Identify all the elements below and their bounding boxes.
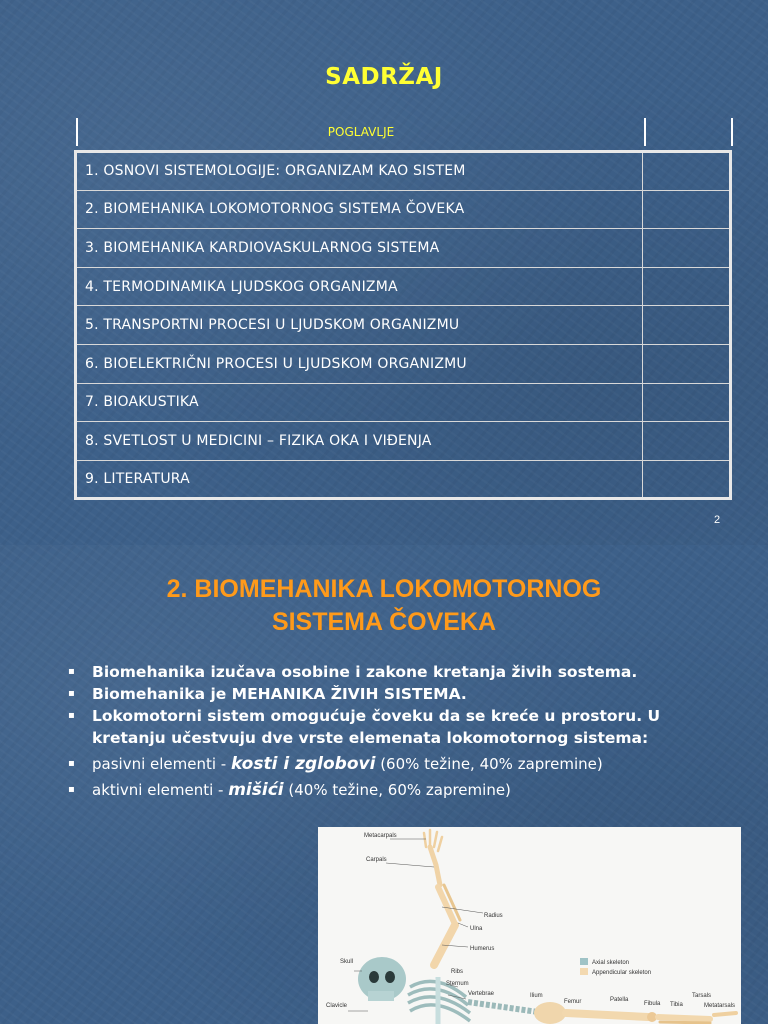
table-row: [76, 383, 731, 422]
header-divider: [644, 118, 646, 146]
empty-cell: [643, 267, 731, 306]
label-metacarpals: Metacarpals: [364, 833, 397, 839]
toc-table: [74, 150, 732, 500]
legend-axial-swatch: [580, 958, 588, 965]
bullet-text: Lokomotorni sistem omogućuje čoveku da se kreće u prostoru. U kretanju učestvuju dve vrste elemenata lokomotornog sistema:: [92, 707, 661, 747]
header-divider: [731, 118, 733, 146]
highlight-text: mišići: [228, 780, 284, 800]
empty-cell: [643, 152, 731, 191]
empty-cell: [643, 190, 731, 229]
table-row: [76, 229, 731, 268]
table-row: [76, 152, 731, 191]
bullet-text: (40% težine, 60% zapremine): [283, 781, 511, 799]
label-clavicle: Clavicle: [326, 1003, 348, 1009]
chapter-cell: 7. BIOAKUSTIKA: [76, 383, 643, 422]
slide-biomechanics: [0, 545, 768, 1024]
label-humerus: Humerus: [470, 946, 495, 952]
label-ulna: Ulna: [470, 926, 483, 932]
bullet-text: Biomehanika izučava osobine i zakone kretanja živih sostema.: [92, 663, 638, 681]
label-fibula: Fibula: [644, 1001, 661, 1007]
empty-cell: [643, 344, 731, 383]
label-femur: Femur: [564, 999, 582, 1005]
empty-cell: [643, 383, 731, 422]
label-ilium: Ilium: [530, 993, 543, 999]
label-tarsals: Tarsals: [692, 993, 712, 999]
table-row: [76, 460, 731, 499]
label-carpals: Carpals: [366, 857, 387, 863]
list-item: [66, 683, 726, 705]
legend-appendicular-swatch: [580, 968, 588, 975]
label-sternum: Sternum: [446, 981, 469, 987]
label-patella: Patella: [610, 997, 629, 1003]
highlight-text: kosti i zglobovi: [230, 754, 376, 774]
label-radius: Radius: [484, 913, 503, 919]
title-line: SISTEMA ČOVEKA: [271, 608, 497, 636]
bullet-text: Biomehanika je MEHANIKA ŽIVIH SISTEMA.: [92, 685, 467, 703]
chapter-cell: 6. BIOELEKTRIČNI PROCESI U LJUDSKOM ORGANIZMU: [76, 344, 643, 383]
page-number: 2: [714, 514, 721, 526]
bullet-icon: ▪: [68, 784, 75, 795]
chapter-cell: 5. TRANSPORTNI PROCESI U LJUDSKOM ORGANIZMU: [76, 306, 643, 345]
list-item: [66, 661, 726, 683]
bullet-icon: ▪: [68, 710, 75, 721]
chapter-cell: 4. TERMODINAMIKA LJUDSKOG ORGANIZMA: [76, 267, 643, 306]
label-ribs: Ribs: [451, 969, 464, 975]
table-row: [76, 190, 731, 229]
toc-header: [76, 118, 733, 146]
table-row: [76, 267, 731, 306]
empty-cell: [643, 460, 731, 499]
chapter-cell: 9. LITERATURA: [76, 460, 643, 499]
label-tibia: Tibia: [670, 1002, 683, 1008]
column-header: POGLAVLJE: [327, 125, 395, 139]
legend-axial-label: Axial skeleton: [592, 960, 630, 966]
table-row: [76, 344, 731, 383]
chapter-cell: 8. SVETLOST U MEDICINI – FIZIKA OKA I VIĐENJA: [76, 422, 643, 461]
skeleton-illustration: [318, 827, 741, 1024]
list-item: [66, 753, 726, 775]
bullet-text: pasivni elementi -: [92, 755, 231, 773]
label-skull: Skull: [340, 959, 354, 965]
chapter-cell: 2. BIOMEHANIKA LOKOMOTORNOG SISTEMA ČOVEKA: [76, 190, 643, 229]
table-row: [76, 306, 731, 345]
slide-title: [0, 573, 768, 639]
empty-cell: [643, 422, 731, 461]
label-vertebrae: Vertebrae: [468, 991, 495, 997]
title-line: 2. BIOMEHANIKA LOKOMOTORNOG: [166, 575, 602, 603]
slide-title: SADRŽAJ: [325, 64, 443, 90]
table-row: [76, 422, 731, 461]
bullet-text: (60% težine, 40% zapremine): [375, 755, 603, 773]
bullet-list: [66, 661, 726, 801]
bullet-icon: ▪: [68, 688, 75, 699]
chapter-cell: 3. BIOMEHANIKA KARDIOVASKULARNOG SISTEMA: [76, 229, 643, 268]
chapter-cell: 1. OSNOVI SISTEMOLOGIJE: ORGANIZAM KAO SISTEM: [76, 152, 643, 191]
skeleton-diagram: [318, 827, 741, 1024]
bullet-text: aktivni elementi -: [92, 781, 229, 799]
bullet-icon: ▪: [68, 666, 75, 677]
label-metatarsals: Metatarsals: [704, 1003, 736, 1009]
bullet-icon: ▪: [68, 758, 75, 769]
legend-appendicular-label: Appendicular skeleton: [592, 970, 652, 976]
list-item: [66, 705, 726, 749]
list-item: [66, 779, 726, 801]
empty-cell: [643, 306, 731, 345]
empty-cell: [643, 229, 731, 268]
